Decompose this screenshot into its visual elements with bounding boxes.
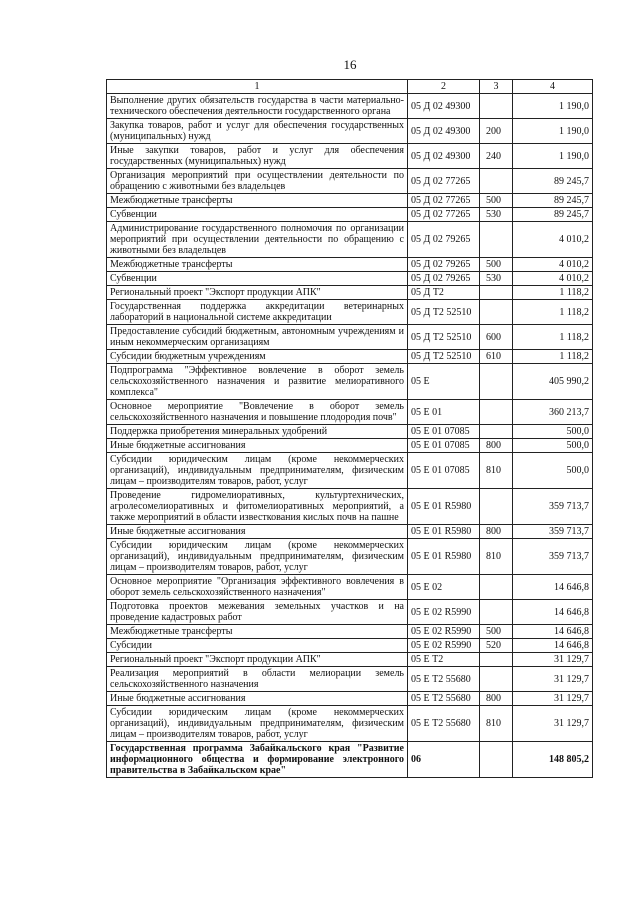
table-row (107, 194, 593, 208)
row-code-cell: 05 Е Т2 55680 (408, 667, 480, 692)
table-row (107, 539, 593, 575)
row-code-cell: 05 Д 02 77265 (408, 208, 480, 222)
row-code-cell: 05 Д 02 79265 (408, 258, 480, 272)
row-code-cell: 05 Е Т2 55680 (408, 692, 480, 706)
row-code-cell: 05 Е 01 07085 (408, 425, 480, 439)
row-code-cell: 05 Д 02 79265 (408, 272, 480, 286)
row-type-cell (480, 286, 513, 300)
table-row (107, 439, 593, 453)
row-name-cell: Межбюджетные трансферты (107, 625, 408, 639)
row-name-cell: Субсидии бюджетным учреждениям (107, 350, 408, 364)
table-row (107, 575, 593, 600)
row-code-cell: 05 Е 01 R5980 (408, 489, 480, 525)
row-type-cell (480, 489, 513, 525)
table-body (107, 80, 593, 778)
row-type-cell: 810 (480, 453, 513, 489)
row-name-cell: Выполнение других обязательств государства в части материально-технического обеспечения деятельности государственного органа (107, 94, 408, 119)
table-row (107, 692, 593, 706)
row-type-cell (480, 94, 513, 119)
row-sum-cell: 89 245,7 (513, 169, 593, 194)
row-name-cell: Субвенции (107, 208, 408, 222)
row-code-cell: 05 Д Т2 52510 (408, 325, 480, 350)
table-row (107, 525, 593, 539)
row-code-cell: 05 Е (408, 364, 480, 400)
row-sum-cell: 31 129,7 (513, 667, 593, 692)
table-row (107, 169, 593, 194)
row-name-cell: Иные закупки товаров, работ и услуг для обеспечения государственных (муниципальных) нужд (107, 144, 408, 169)
row-code-cell: 05 Д 02 49300 (408, 119, 480, 144)
table-row (107, 300, 593, 325)
column-header: 4 (513, 80, 593, 94)
row-code-cell: 05 Д 02 49300 (408, 94, 480, 119)
row-sum-cell: 14 646,8 (513, 625, 593, 639)
row-sum-cell: 500,0 (513, 425, 593, 439)
row-code-cell: 05 Е Т2 55680 (408, 706, 480, 742)
row-name-cell: Субсидии юридическим лицам (кроме некоммерческих организаций), индивидуальным предпринимателям, физическим лицам – производителям товаров, работ, услуг (107, 539, 408, 575)
row-sum-cell: 500,0 (513, 453, 593, 489)
row-sum-cell: 1 190,0 (513, 144, 593, 169)
row-code-cell: 05 Д Т2 (408, 286, 480, 300)
row-type-cell: 800 (480, 525, 513, 539)
row-sum-cell: 14 646,8 (513, 575, 593, 600)
table-row (107, 400, 593, 425)
column-header: 2 (408, 80, 480, 94)
row-type-cell (480, 222, 513, 258)
row-name-cell: Организация мероприятий при осуществлении деятельности по обращению с животными без владельцев (107, 169, 408, 194)
row-type-cell (480, 364, 513, 400)
row-name-cell: Региональный проект "Экспорт продукции АПК" (107, 286, 408, 300)
row-code-cell: 05 Д Т2 52510 (408, 300, 480, 325)
row-code-cell: 05 Е 02 (408, 575, 480, 600)
row-type-cell: 500 (480, 625, 513, 639)
row-name-cell: Государственная поддержка аккредитации ветеринарных лабораторий в национальной системе аккредитации (107, 300, 408, 325)
row-name-cell: Межбюджетные трансферты (107, 194, 408, 208)
row-sum-cell: 1 190,0 (513, 119, 593, 144)
row-type-cell: 600 (480, 325, 513, 350)
row-sum-cell: 359 713,7 (513, 525, 593, 539)
row-sum-cell: 359 713,7 (513, 539, 593, 575)
row-sum-cell: 1 118,2 (513, 325, 593, 350)
row-sum-cell: 1 118,2 (513, 300, 593, 325)
row-name-cell: Основное мероприятие "Вовлечение в оборот земель сельскохозяйственного назначения и повышение плодородия почв" (107, 400, 408, 425)
row-code-cell: 05 Д Т2 52510 (408, 350, 480, 364)
row-type-cell: 240 (480, 144, 513, 169)
row-name-cell: Межбюджетные трансферты (107, 258, 408, 272)
row-sum-cell: 14 646,8 (513, 600, 593, 625)
page-number: 16 (343, 57, 357, 72)
row-type-cell: 200 (480, 119, 513, 144)
row-sum-cell: 360 213,7 (513, 400, 593, 425)
row-type-cell (480, 742, 513, 778)
table-row (107, 489, 593, 525)
row-name-cell: Основное мероприятие "Организация эффективного вовлечения в оборот земель сельскохозяйственного назначения" (107, 575, 408, 600)
table-row (107, 208, 593, 222)
row-name-cell: Региональный проект "Экспорт продукции АПК" (107, 653, 408, 667)
row-sum-cell: 1 118,2 (513, 350, 593, 364)
row-name-cell: Иные бюджетные ассигнования (107, 692, 408, 706)
row-sum-cell: 359 713,7 (513, 489, 593, 525)
table-row (107, 742, 593, 778)
table-row (107, 600, 593, 625)
row-name-cell: Государственная программа Забайкальского края "Развитие информационного общества и формирование электронного правительства в Забайкальском крае" (107, 742, 408, 778)
row-type-cell: 810 (480, 706, 513, 742)
row-sum-cell: 1 190,0 (513, 94, 593, 119)
table-row (107, 350, 593, 364)
row-code-cell: 05 Е 02 R5990 (408, 639, 480, 653)
row-name-cell: Субсидии (107, 639, 408, 653)
table-header-row (107, 80, 593, 94)
row-code-cell: 05 Е 02 R5990 (408, 600, 480, 625)
table-row (107, 119, 593, 144)
row-type-cell: 810 (480, 539, 513, 575)
table-row (107, 425, 593, 439)
row-code-cell: 05 Д 02 49300 (408, 144, 480, 169)
row-code-cell: 05 Д 02 77265 (408, 169, 480, 194)
table-row (107, 364, 593, 400)
row-type-cell (480, 600, 513, 625)
row-code-cell: 05 Е 01 07085 (408, 439, 480, 453)
row-sum-cell: 4 010,2 (513, 222, 593, 258)
row-name-cell: Подготовка проектов межевания земельных участков и на проведение кадастровых работ (107, 600, 408, 625)
table-row (107, 706, 593, 742)
row-type-cell: 530 (480, 272, 513, 286)
row-type-cell: 530 (480, 208, 513, 222)
row-name-cell: Администрирование государственного полномочия по организации мероприятий при осуществлении деятельности по обращению с животными без владельцев (107, 222, 408, 258)
row-name-cell: Субсидии юридическим лицам (кроме некоммерческих организаций), индивидуальным предпринимателям, физическим лицам – производителям товаров, работ, услуг (107, 706, 408, 742)
row-type-cell (480, 400, 513, 425)
row-type-cell: 500 (480, 258, 513, 272)
row-code-cell: 05 Е 01 R5980 (408, 525, 480, 539)
row-type-cell (480, 169, 513, 194)
table-row (107, 144, 593, 169)
row-name-cell: Закупка товаров, работ и услуг для обеспечения государственных (муниципальных) нужд (107, 119, 408, 144)
row-type-cell: 500 (480, 194, 513, 208)
row-sum-cell: 31 129,7 (513, 706, 593, 742)
row-code-cell: 05 Е 01 R5980 (408, 539, 480, 575)
row-name-cell: Поддержка приобретения минеральных удобрений (107, 425, 408, 439)
row-sum-cell: 31 129,7 (513, 653, 593, 667)
budget-table (106, 79, 593, 778)
row-sum-cell: 405 990,2 (513, 364, 593, 400)
table-row (107, 639, 593, 653)
column-header: 1 (107, 80, 408, 94)
row-sum-cell: 89 245,7 (513, 194, 593, 208)
column-header: 3 (480, 80, 513, 94)
row-code-cell: 06 (408, 742, 480, 778)
row-type-cell (480, 300, 513, 325)
row-type-cell: 800 (480, 692, 513, 706)
table-row (107, 667, 593, 692)
table-row (107, 653, 593, 667)
row-name-cell: Субвенции (107, 272, 408, 286)
row-sum-cell: 4 010,2 (513, 272, 593, 286)
row-type-cell (480, 653, 513, 667)
row-type-cell: 800 (480, 439, 513, 453)
row-sum-cell: 31 129,7 (513, 692, 593, 706)
row-sum-cell: 14 646,8 (513, 639, 593, 653)
row-sum-cell: 148 805,2 (513, 742, 593, 778)
row-code-cell: 05 Д 02 79265 (408, 222, 480, 258)
row-sum-cell: 1 118,2 (513, 286, 593, 300)
table-row (107, 625, 593, 639)
row-code-cell: 05 Е Т2 (408, 653, 480, 667)
row-type-cell: 610 (480, 350, 513, 364)
row-name-cell: Подпрограмма "Эффективное вовлечение в оборот земель сельскохозяйственного назначения и развитие мелиоративного комплекса" (107, 364, 408, 400)
row-name-cell: Предоставление субсидий бюджетным, автономным учреждениям и иным некоммерческим организациям (107, 325, 408, 350)
table-row (107, 272, 593, 286)
table-row (107, 325, 593, 350)
row-type-cell (480, 667, 513, 692)
table-row (107, 258, 593, 272)
row-code-cell: 05 Е 01 (408, 400, 480, 425)
row-name-cell: Субсидии юридическим лицам (кроме некоммерческих организаций), индивидуальным предпринимателям, физическим лицам – производителям товаров, работ, услуг (107, 453, 408, 489)
row-code-cell: 05 Е 01 07085 (408, 453, 480, 489)
row-sum-cell: 4 010,2 (513, 258, 593, 272)
row-name-cell: Проведение гидромелиоративных, культуртехнических, агролесомелиоративных и фитомелиоративных мероприятий, а также мероприятий в области известкования кислых почв на пашне (107, 489, 408, 525)
row-code-cell: 05 Е 02 R5990 (408, 625, 480, 639)
row-code-cell: 05 Д 02 77265 (408, 194, 480, 208)
row-sum-cell: 89 245,7 (513, 208, 593, 222)
row-type-cell (480, 575, 513, 600)
table-row (107, 286, 593, 300)
table-row (107, 222, 593, 258)
row-name-cell: Иные бюджетные ассигнования (107, 439, 408, 453)
table-row (107, 453, 593, 489)
row-type-cell (480, 425, 513, 439)
row-type-cell: 520 (480, 639, 513, 653)
table-row (107, 94, 593, 119)
row-name-cell: Иные бюджетные ассигнования (107, 525, 408, 539)
row-sum-cell: 500,0 (513, 439, 593, 453)
row-name-cell: Реализация мероприятий в области мелиорации земель сельскохозяйственного назначения (107, 667, 408, 692)
